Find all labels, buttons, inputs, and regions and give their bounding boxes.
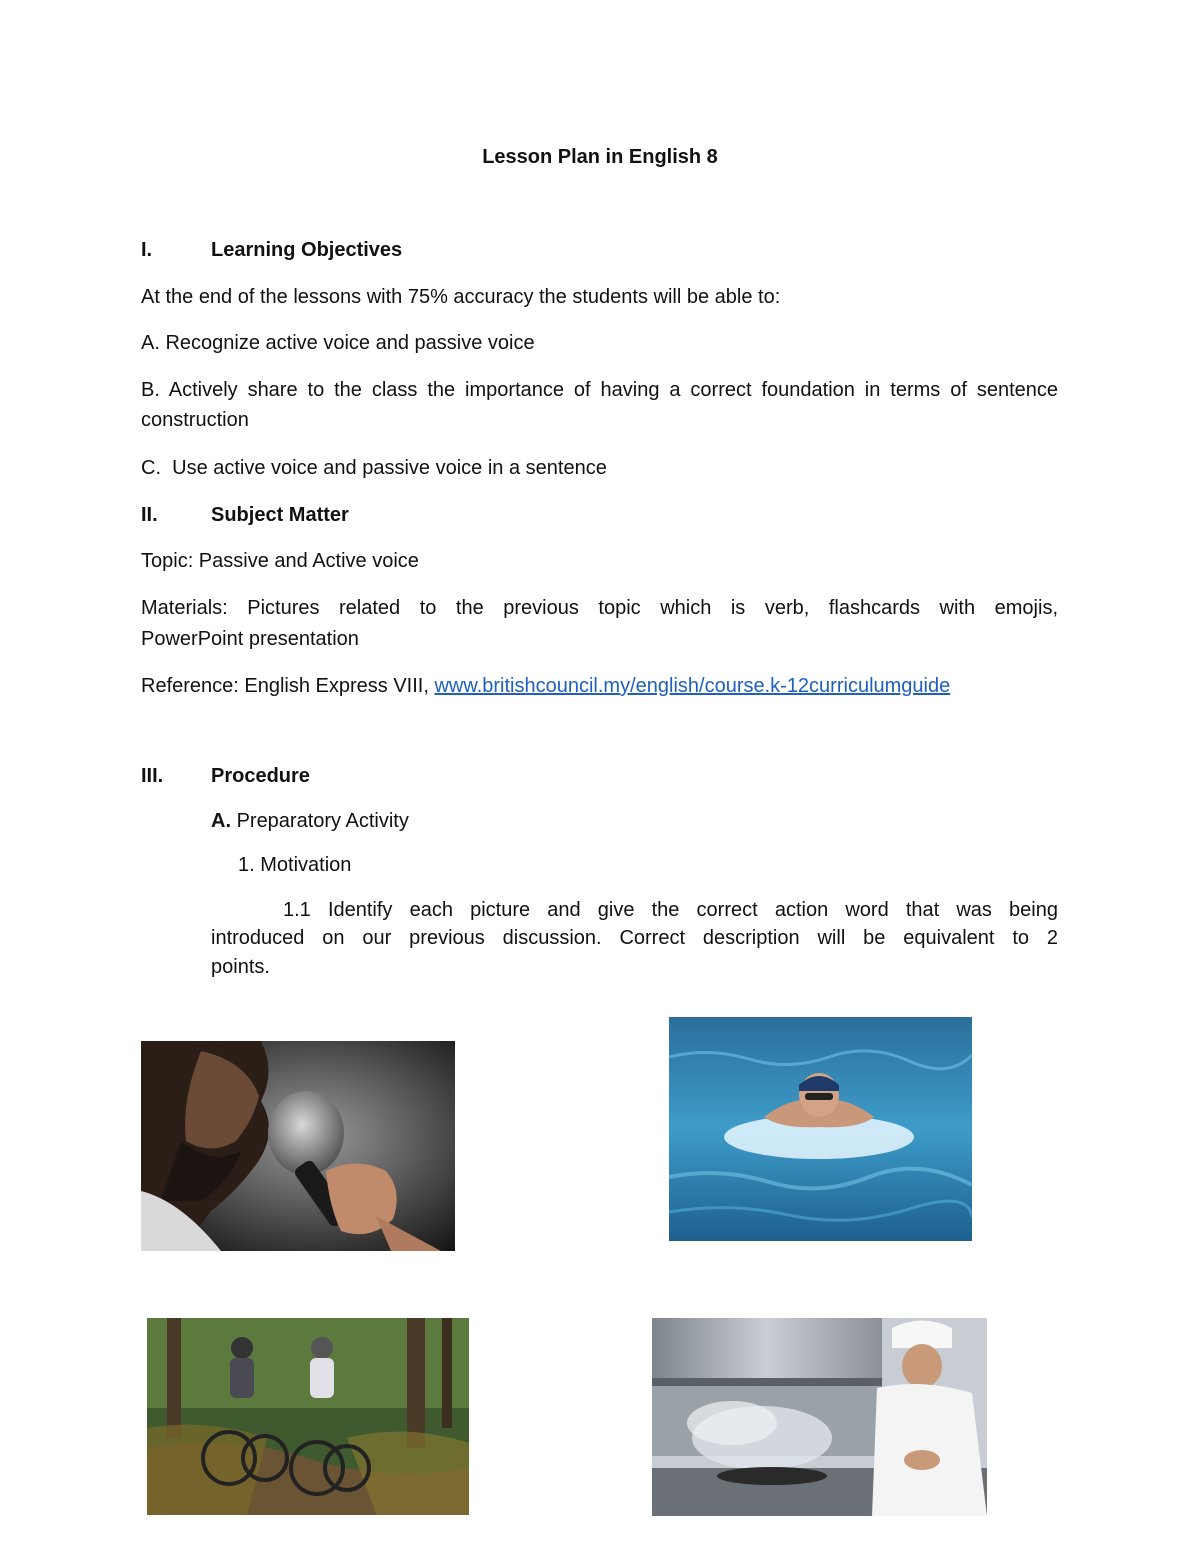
objective-a-letter: A. xyxy=(141,332,160,354)
singer-microphone-picture xyxy=(141,1041,455,1251)
section-numeral-objectives: I. xyxy=(141,239,153,261)
document-title: Lesson Plan in English 8 xyxy=(482,146,718,168)
procedure-sub-a-label: Preparatory Activity xyxy=(236,810,409,832)
procedure-sub-a-letter: A. xyxy=(211,810,231,832)
objective-b-letter: B. xyxy=(141,379,160,401)
chef-cooking-picture xyxy=(652,1318,987,1516)
instruction-line2: introduced on our previous discussion. Correct description will be equivalent to 2 xyxy=(211,927,1058,949)
objective-b-text: Actively share to the class the importance of having a correct foundation in terms of sentence xyxy=(168,379,1058,401)
subject-reference xyxy=(141,674,950,698)
objective-a xyxy=(141,331,535,355)
instruction-line3: points. xyxy=(211,956,270,978)
section-numeral-procedure: III. xyxy=(141,765,164,787)
section-heading-subject: Subject Matter xyxy=(211,504,349,526)
section-numeral-subject: II. xyxy=(141,504,158,526)
section-heading-objectives: Learning Objectives xyxy=(211,239,403,261)
objective-b-line1 xyxy=(141,378,1058,402)
reference-label: Reference: English Express VIII, xyxy=(141,675,435,697)
subject-materials-line1: Materials: Pictures related to the previous topic which is verb, flashcards with emojis, xyxy=(141,597,1058,619)
cyclists-picture xyxy=(147,1318,469,1515)
objectives-intro: At the end of the lessons with 75% accuracy the students will be able to: xyxy=(141,286,781,308)
reference-link[interactable]: www.britishcouncil.my/english/course.k-12curriculumguide xyxy=(434,675,951,697)
procedure-motivation: 1. Motivation xyxy=(238,854,352,876)
subject-materials-line2: PowerPoint presentation xyxy=(141,628,359,650)
objective-b-line2: construction xyxy=(141,409,249,431)
objective-c-text: Use active voice and passive voice in a sentence xyxy=(172,457,607,479)
procedure-sub-a xyxy=(211,809,409,833)
objective-c-letter: C. xyxy=(141,457,161,479)
swimmer-picture xyxy=(669,1017,972,1241)
section-heading-procedure: Procedure xyxy=(211,765,310,787)
instruction-line1: 1.1 Identify each picture and give the correct action word that was being xyxy=(283,899,1058,921)
objective-c xyxy=(141,456,607,480)
objective-a-text: Recognize active voice and passive voice xyxy=(165,332,535,354)
subject-topic: Topic: Passive and Active voice xyxy=(141,550,419,572)
